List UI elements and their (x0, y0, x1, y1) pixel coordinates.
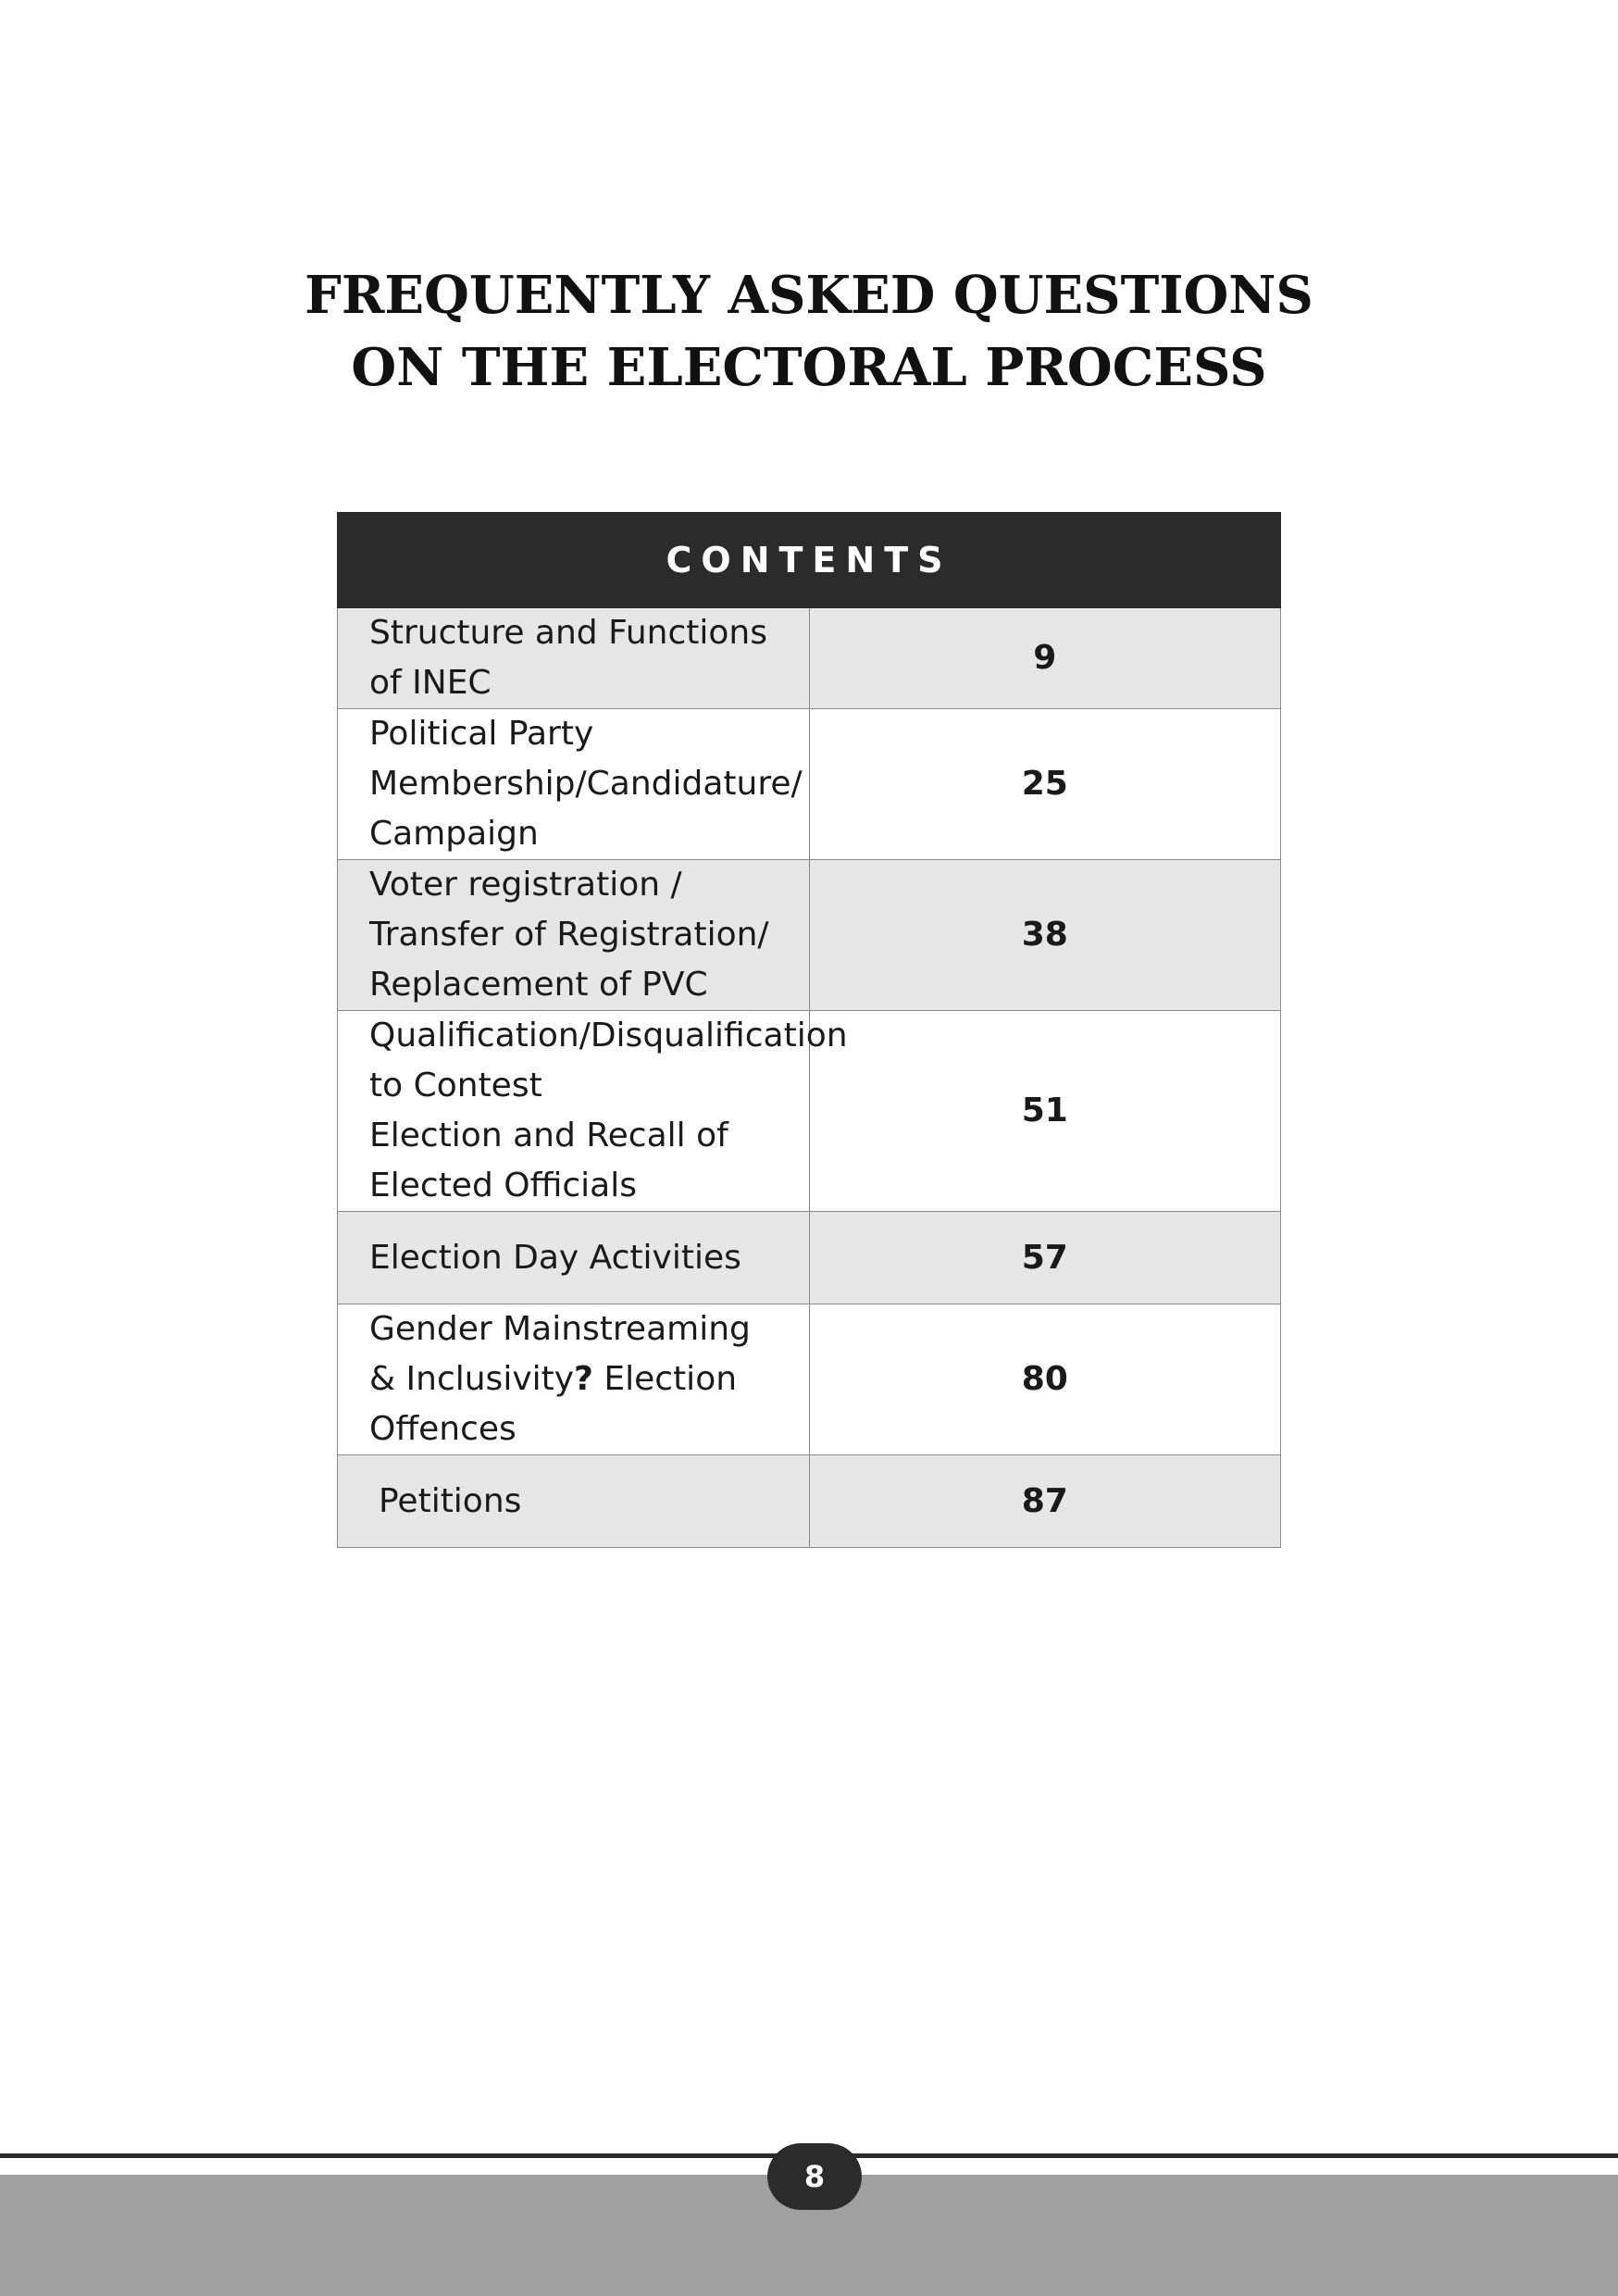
row-label (338, 860, 810, 1011)
row-label-line-1: Political Party Membership/Candidature/ (369, 715, 803, 803)
row-label: Petitions (338, 1455, 810, 1548)
row-label-line-1: Voter registration / Transfer of Registration/ (369, 866, 769, 954)
row-label-line-1: Qualification/Disqualification to Contest (369, 1017, 848, 1104)
row-label-mark: ? (574, 1360, 593, 1398)
table-row (338, 1011, 1281, 1212)
row-label: Structure and Functions of INEC (338, 608, 810, 709)
row-label: Election Day Activities (338, 1212, 810, 1304)
table-row (338, 1455, 1281, 1548)
contents-table (337, 512, 1281, 1548)
page-number-badge: 8 (767, 2143, 862, 2210)
row-label-line-2: Campaign (369, 815, 539, 853)
table-row (338, 860, 1281, 1011)
contents-header: CONTENTS (338, 513, 1281, 608)
row-label (338, 709, 810, 860)
table-row (338, 1212, 1281, 1304)
row-page-number: 9 (809, 608, 1281, 709)
title-line-2: ON THE ELECTORAL PROCESS (351, 337, 1267, 398)
row-label-line-2: Replacement of PVC (369, 966, 708, 1004)
row-label-part-1: Gender Mainstreaming & Inclusivity (369, 1310, 751, 1398)
row-label (338, 1304, 810, 1455)
row-label-line-2: Offences (369, 1410, 517, 1448)
table-row (338, 709, 1281, 860)
table-row (338, 608, 1281, 709)
row-page-number: 51 (809, 1011, 1281, 1212)
title-line-1: FREQUENTLY ASKED QUESTIONS (305, 265, 1313, 326)
row-page-number: 38 (809, 860, 1281, 1011)
row-page-number: 80 (809, 1304, 1281, 1455)
row-page-number: 87 (809, 1455, 1281, 1548)
table-row (338, 1304, 1281, 1455)
row-label (338, 1011, 848, 1212)
row-page-number: 57 (809, 1212, 1281, 1304)
page-title (0, 259, 1618, 404)
row-label-part-2: Election (592, 1360, 738, 1398)
row-page-number: 25 (809, 709, 1281, 860)
row-label-line-2: Election and Recall of Elected Officials (369, 1117, 728, 1204)
